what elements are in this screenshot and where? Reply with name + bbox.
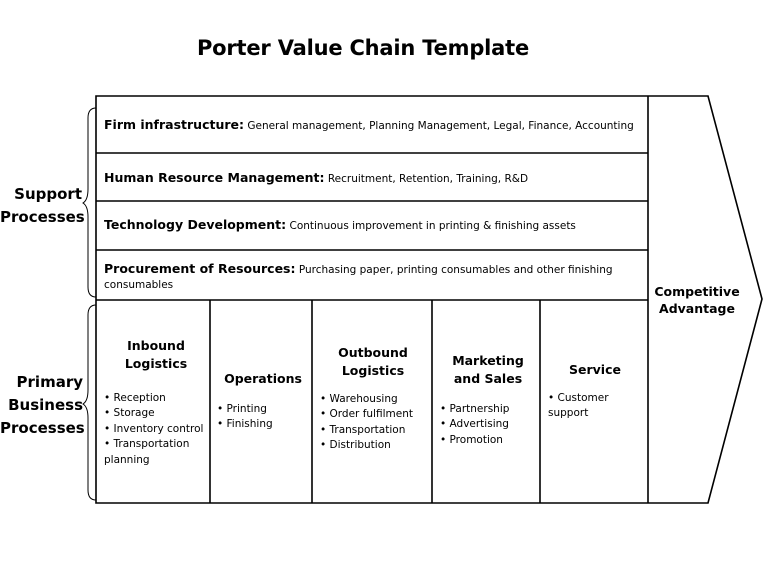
list-item: • Warehousing [320, 392, 426, 407]
list-item: • Finishing [217, 417, 309, 432]
primary-activity-operations [217, 370, 309, 433]
list-item: • Promotion [440, 433, 536, 448]
support-activity-human-resources [104, 170, 639, 187]
primary-activity-title: Inbound Logistics [124, 338, 188, 371]
primary-activity-title: Outbound Logistics [338, 345, 408, 378]
primary-activity-list [320, 392, 426, 454]
support-activity-heading: Human Resource Management: [104, 170, 325, 185]
list-item: • Inventory control [104, 422, 208, 437]
primary-activity-list [548, 391, 642, 422]
support-activity-description: Recruitment, Retention, Training, R&D [327, 173, 529, 185]
primary-activity-list [104, 391, 208, 468]
primary-activity-service [548, 361, 642, 422]
support-activity-heading: Firm infrastructure: [104, 117, 244, 132]
primary-activity-list [440, 402, 536, 448]
primary-processes-label: Primary Business Processes [0, 373, 85, 437]
support-activity-heading: Technology Development: [104, 217, 287, 232]
primary-activity-marketing-sales [440, 352, 536, 448]
support-activity-description: Purchasing paper, printing consumables and other finishing consumables [104, 264, 613, 291]
primary-activity-outbound-logistics [320, 344, 426, 454]
support-processes-label: Support Processes [0, 185, 85, 226]
support-activity-description: Continuous improvement in printing & finishing assets [289, 220, 576, 232]
support-activity-technology [104, 217, 639, 234]
list-item: • Distribution [320, 438, 426, 453]
list-item: • Reception [104, 391, 208, 406]
primary-activity-title: Operations [224, 371, 302, 386]
competitive-advantage-label: Competitive Advantage [654, 284, 740, 316]
support-activity-heading: Procurement of Resources: [104, 261, 296, 276]
list-item: • Transportation [320, 423, 426, 438]
primary-activity-title: Service [569, 362, 621, 377]
list-item: • Partnership [440, 402, 536, 417]
list-item: • Order fulfilment [320, 407, 426, 422]
primary-brace [83, 305, 96, 500]
primary-activity-title: Marketing and Sales [452, 353, 524, 386]
page-title: Porter Value Chain Template [196, 36, 530, 60]
list-item: • Printing [217, 402, 309, 417]
list-item: • Customer support [548, 391, 642, 422]
support-activity-description: General management, Planning Management, Legal, Finance, Accounting [247, 120, 634, 132]
list-item: • Advertising [440, 417, 536, 432]
list-item: • Storage [104, 406, 208, 421]
support-activity-procurement [104, 261, 639, 293]
support-activity-firm-infrastructure [104, 117, 639, 134]
list-item: • Transportation planning [104, 437, 208, 468]
primary-activity-list [217, 402, 309, 433]
support-brace [83, 108, 96, 297]
primary-activity-inbound-logistics [104, 337, 208, 468]
